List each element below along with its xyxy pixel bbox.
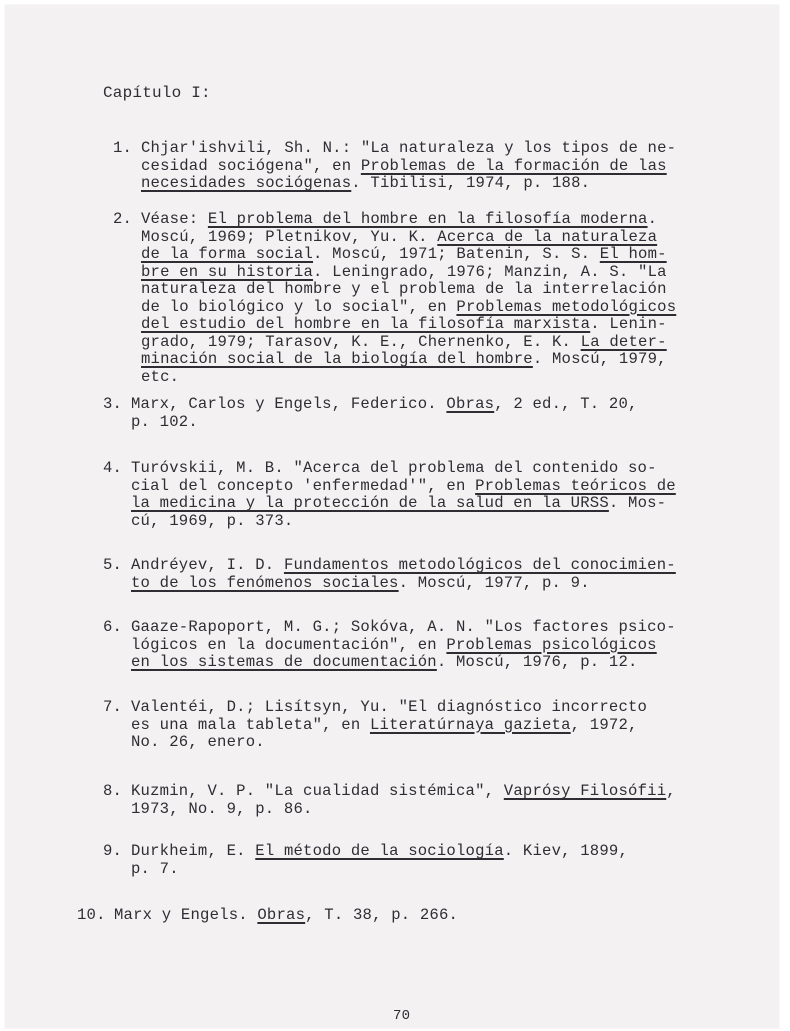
underlined-title: Acerca de la naturaleza — [437, 227, 658, 246]
text-run: , 1972, — [570, 715, 638, 734]
footnote-text — [131, 843, 628, 878]
footnote-line — [131, 637, 676, 655]
footnote-text — [114, 907, 458, 925]
text-run: naturaleza del hombre y el problema de la interrelación — [141, 280, 667, 298]
underlined-title: minación social de la biología del hombre — [141, 350, 533, 368]
text-run: , 2 ed., T. 20, — [494, 395, 638, 413]
footnote-number: 1. — [113, 139, 133, 157]
underlined-title: Fundamentos metodológicos del conocimien- — [283, 556, 676, 574]
footnote-line — [131, 396, 638, 414]
footnote-line — [131, 619, 676, 637]
footnote-line — [141, 369, 676, 387]
document-page — [5, 5, 779, 1028]
footnote-line — [131, 843, 628, 861]
footnote-line — [131, 557, 676, 575]
footnote-number: 7. — [103, 698, 123, 716]
footnote-line — [131, 513, 676, 531]
footnote-line — [141, 334, 676, 352]
underlined-title: Problemas metodológicos — [456, 297, 677, 316]
underlined-title: Problemas psicológicos — [446, 635, 657, 654]
underlined-title: del estudio del hombre en la filosofía marxista — [141, 315, 591, 333]
text-run: p. 102. — [131, 412, 198, 431]
footnote-text — [131, 699, 647, 752]
footnote-line — [131, 654, 676, 672]
text-run: . Tibilisi, 1974, p. 188. — [351, 174, 591, 192]
text-run: Kuzmin, V. P. "La cualidad sistémica", — [131, 782, 504, 800]
underlined-title: de la forma social — [141, 245, 314, 263]
footnote-line — [131, 699, 647, 717]
footnote-line — [131, 478, 676, 496]
footnote-text — [131, 557, 676, 592]
chapter-heading: Capítulo I: — [103, 84, 211, 102]
text-run: , T. 38, p. 266. — [305, 906, 459, 924]
text-run: . Mos- — [608, 494, 667, 512]
footnote-number: 10. — [77, 906, 106, 924]
text-run: de lo biológico y lo social", en — [141, 297, 457, 316]
text-run: . Lenin- — [590, 315, 667, 333]
footnote-line — [131, 861, 628, 879]
text-run: . Moscú, 1979, — [532, 350, 667, 368]
underlined-title: El hom- — [599, 245, 667, 263]
text-run: . Leningrado, 1976; Manzin, A. S. "La — [313, 262, 667, 281]
footnote-number: 4. — [103, 459, 123, 477]
text-run: cial del concepto 'enfermedad'", en — [131, 476, 476, 495]
footnote-text — [131, 396, 638, 431]
text-run: Moscú, 1969; Pletnikov, Yu. K. — [141, 227, 438, 246]
text-run: Durkheim, E. — [131, 842, 256, 860]
underlined-title: Vaprósy Filosófii — [503, 782, 667, 800]
text-run: p. 7. — [131, 859, 179, 878]
footnote-line — [131, 575, 676, 593]
text-run: es una mala tableta", en — [131, 715, 370, 734]
underlined-title: Obras — [257, 906, 306, 924]
underlined-title: Problemas teóricos de — [475, 476, 676, 495]
page-number: 70 — [393, 1008, 411, 1024]
text-run: Chjar'ishvili, Sh. N.: "La naturaleza y los tipos de ne- — [141, 139, 677, 157]
text-run: . Moscú, 1976, p. 12. — [436, 653, 638, 671]
footnote-line — [141, 316, 676, 334]
underlined-title: Literatúrnaya gazieta — [369, 715, 571, 734]
text-run: Marx y Engels. — [114, 906, 258, 924]
footnote-line — [141, 351, 676, 369]
underlined-title: El problema del hombre en la filosofía moderna — [207, 210, 648, 228]
text-run: No. 26, enero. — [131, 733, 265, 751]
text-run: Gaaze-Rapoport, M. G.; Sokóva, A. N. "Los factores psico- — [131, 618, 676, 636]
underlined-title: en los sistemas de documentación — [131, 653, 437, 671]
text-run: . — [647, 210, 658, 228]
footnote-line — [141, 140, 676, 158]
text-run: grado, 1979; Tarasov, K. E., Chernenko, E. K. — [141, 332, 581, 351]
footnote-line — [131, 460, 676, 478]
underlined-title: necesidades sociógenas — [141, 174, 352, 192]
footnote-line — [131, 414, 638, 432]
footnote-line — [141, 281, 676, 299]
footnote-line — [131, 495, 676, 513]
footnote-text — [131, 460, 676, 530]
footnote-number: 9. — [103, 842, 123, 860]
footnote-line — [131, 783, 676, 801]
text-run: . Kiev, 1899, — [503, 842, 629, 860]
footnote-text — [141, 211, 676, 386]
footnote-line — [141, 246, 676, 264]
footnote-line — [141, 264, 676, 282]
footnote-line — [141, 211, 676, 229]
footnote-text — [141, 140, 676, 193]
underlined-title: bre en su historia — [141, 262, 314, 281]
text-run: cesidad sociógena", en — [141, 156, 361, 175]
footnote-line — [131, 717, 647, 735]
footnote-number: 8. — [103, 782, 123, 800]
underlined-title: El método de la sociología — [255, 842, 504, 860]
text-run: Marx, Carlos y Engels, Federico. — [131, 395, 447, 413]
text-run: etc. — [141, 367, 180, 386]
footnote-text — [131, 783, 676, 818]
text-run: lógicos en la documentación", en — [131, 635, 447, 654]
text-run: Valentéi, D.; Lisítsyn, Yu. "El diagnóstico incorrecto — [131, 698, 648, 716]
footnote-line — [114, 907, 458, 925]
text-run: Turóvskii, M. B. "Acerca del problema del contenido so- — [131, 459, 657, 477]
footnote-number: 6. — [103, 618, 123, 636]
underlined-title: Problemas de la formación de las — [360, 156, 667, 175]
footnote-line — [141, 299, 676, 317]
underlined-title: la medicina y la protección de la salud en la URSS — [131, 494, 609, 512]
footnote-number: 5. — [103, 556, 123, 574]
text-run: Andréyev, I. D. — [131, 556, 284, 574]
text-run: cú, 1969, p. 373. — [131, 511, 294, 530]
text-run: , — [666, 782, 676, 800]
footnote-line — [141, 158, 676, 176]
footnote-line — [131, 801, 676, 819]
footnote-line — [141, 175, 676, 193]
footnote-line — [131, 734, 647, 752]
footnote-number: 3. — [103, 395, 123, 413]
underlined-title: La deter- — [580, 332, 667, 351]
footnote-number: 2. — [113, 210, 133, 228]
text-run: . Moscú, 1971; Batenin, S. S. — [313, 245, 600, 263]
text-run: Véase: — [141, 210, 208, 228]
underlined-title: to de los fenómenos sociales — [131, 573, 399, 592]
underlined-title: Obras — [446, 395, 495, 413]
footnote-text — [131, 619, 676, 672]
footnote-line — [141, 229, 676, 247]
text-run: . Moscú, 1977, p. 9. — [398, 573, 590, 592]
text-run: 1973, No. 9, p. 86. — [131, 799, 313, 818]
